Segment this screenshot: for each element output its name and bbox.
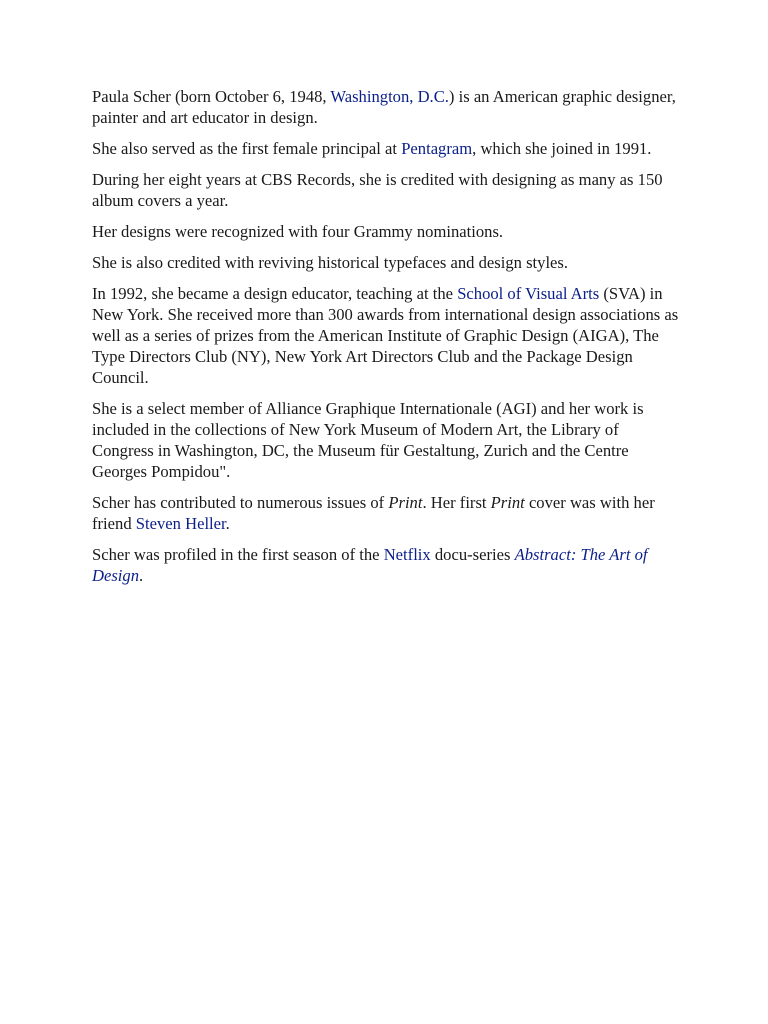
paragraph-cbs-records <box>92 169 682 211</box>
text: Scher has contributed to numerous issues of <box>92 493 389 512</box>
paragraph-agi <box>92 398 682 482</box>
text: During her eight years at CBS Records, she is credited with designing as many as 150 album covers a year. <box>92 170 663 210</box>
text: Scher was profiled in the first season of the <box>92 545 384 564</box>
link-school-of-visual-arts[interactable]: School of Visual Arts <box>457 284 600 303</box>
text: docu-series <box>430 545 515 564</box>
text-abstract-italic: Abstract: The Art of Design <box>92 545 648 585</box>
document-body <box>92 86 682 596</box>
text: She is a select member of Alliance Graphique Internationale (AGI) and her work is included in the collections of New York Museum of Modern Art, the Library of Congress in Washington, DC, the Museum für Gestaltung, Zurich and the Centre Georges Pompidou". <box>92 399 644 481</box>
text: She is also credited with reviving historical typefaces and design styles. <box>92 253 569 272</box>
paragraph-grammy <box>92 221 682 242</box>
text: . <box>225 514 230 533</box>
link-netflix[interactable]: Netflix <box>383 545 431 564</box>
link-steven-heller[interactable]: Steven Heller <box>135 514 226 533</box>
paragraph-pentagram <box>92 138 682 159</box>
text-print-italic: Print <box>490 493 525 512</box>
text: (SVA) in New York. She received more than 300 awards from international design associations as well as a series of prizes from the American Institute of Graphic Design (AIGA), The Type Directors Club (NY), New York Art Directors Club and the Package Design Council. <box>92 284 679 387</box>
link-pentagram[interactable]: Pentagram <box>401 139 473 158</box>
text-print-italic: Print <box>388 493 423 512</box>
text: cover was with her friend <box>92 493 655 533</box>
text: . Her first <box>422 493 491 512</box>
text: She also served as the first female principal at <box>92 139 402 158</box>
text: Her designs were recognized with four Grammy nominations. <box>92 222 504 241</box>
paragraph-typefaces <box>92 252 682 273</box>
text: . <box>139 566 144 585</box>
paragraph-intro <box>92 86 682 128</box>
paragraph-print <box>92 492 682 534</box>
text: ) is an American graphic designer, painter and art educator in design. <box>92 87 676 127</box>
paragraph-educator <box>92 283 682 388</box>
text: , which she joined in 1991. <box>472 139 652 158</box>
paragraph-netflix <box>92 544 682 586</box>
link-washington-dc[interactable]: Washington, D.C. <box>330 87 449 106</box>
text: Paula Scher (born October 6, 1948, <box>92 87 331 106</box>
text: In 1992, she became a design educator, teaching at the <box>92 284 458 303</box>
